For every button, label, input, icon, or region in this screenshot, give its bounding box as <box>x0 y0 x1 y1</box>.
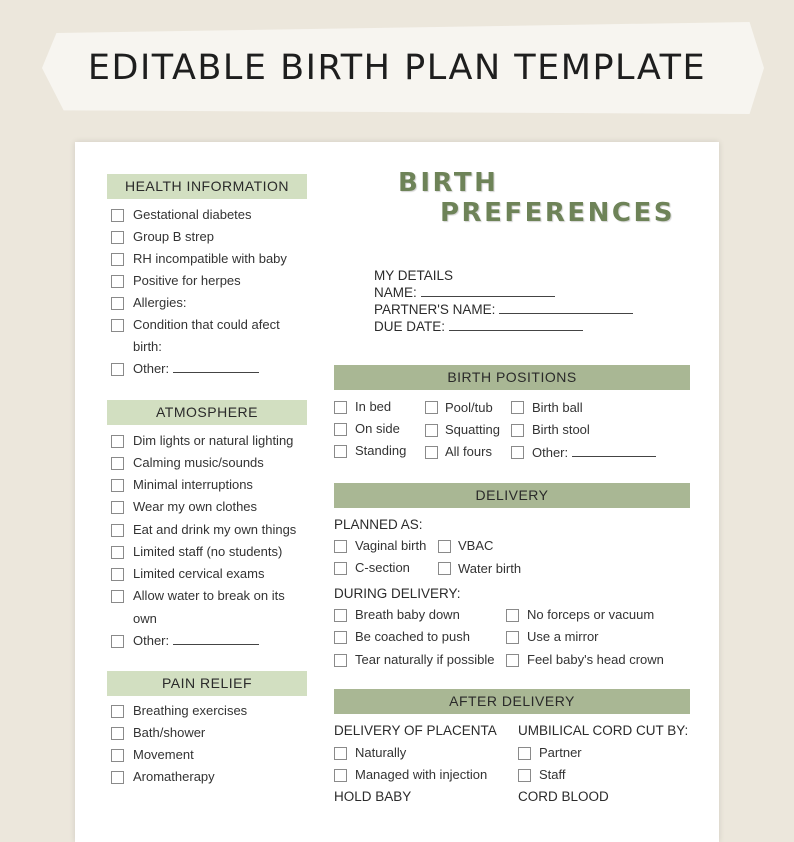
checkbox[interactable] <box>438 562 451 575</box>
due-date-line[interactable] <box>449 319 583 331</box>
position-other-line[interactable] <box>572 445 656 457</box>
checkbox[interactable] <box>334 423 347 436</box>
banner-title: EDITABLE BIRTH PLAN TEMPLATE <box>87 48 707 88</box>
checkbox[interactable] <box>111 590 124 603</box>
planned-item: Vaginal birth <box>355 538 427 553</box>
placenta-label: DELIVERY OF PLACENTA <box>334 723 497 738</box>
name-label: NAME: <box>374 285 417 300</box>
atmosphere-item: Eat and drink my own things <box>133 522 297 537</box>
checkbox[interactable] <box>518 747 531 760</box>
health-other-line[interactable] <box>173 361 259 373</box>
due-date-field[interactable] <box>374 318 583 336</box>
checkbox[interactable] <box>506 654 519 667</box>
atmosphere-item: Calming music/sounds <box>133 455 264 470</box>
atmosphere-item: Limited staff (no students) <box>133 544 283 559</box>
name-field[interactable] <box>374 284 555 302</box>
partner-line[interactable] <box>499 302 633 314</box>
checkbox[interactable] <box>425 424 438 437</box>
due-date-label: DUE DATE: <box>374 319 446 334</box>
cord-item: Staff <box>539 767 566 782</box>
checkbox[interactable] <box>111 253 124 266</box>
hold-baby-label: HOLD BABY <box>334 789 412 804</box>
position-item: All fours <box>445 444 492 459</box>
placenta-item: Naturally <box>355 745 407 760</box>
checkbox[interactable] <box>334 401 347 414</box>
cord-label: UMBILICAL CORD CUT BY: <box>518 723 689 738</box>
during-label: DURING DELIVERY: <box>334 586 461 601</box>
health-item: Condition that could afect <box>133 317 280 332</box>
during-item: Feel baby's head crown <box>527 652 664 667</box>
atmosphere-item: Minimal interruptions <box>133 477 253 492</box>
pain-item: Breathing exercises <box>133 703 248 718</box>
placenta-item: Managed with injection <box>355 767 488 782</box>
position-item: In bed <box>355 399 392 414</box>
atmosphere-heading: ATMOSPHERE <box>107 400 307 425</box>
checkbox[interactable] <box>334 609 347 622</box>
checkbox[interactable] <box>111 568 124 581</box>
checkbox[interactable] <box>334 654 347 667</box>
checkbox[interactable] <box>334 747 347 760</box>
atmosphere-item: Dim lights or natural lighting <box>133 433 294 448</box>
during-item: Use a mirror <box>527 629 599 644</box>
checkbox[interactable] <box>111 231 124 244</box>
position-item: Pool/tub <box>445 400 493 415</box>
during-item: Breath baby down <box>355 607 460 622</box>
checkbox[interactable] <box>111 705 124 718</box>
checkbox[interactable] <box>111 501 124 514</box>
position-item: Birth ball <box>532 400 583 415</box>
checkbox[interactable] <box>111 546 124 559</box>
positions-heading: BIRTH POSITIONS <box>334 365 690 390</box>
cord-blood-label: CORD BLOOD <box>518 789 609 804</box>
checkbox[interactable] <box>111 319 124 332</box>
partner-field[interactable] <box>374 301 633 319</box>
doc-title-line2: PREFERENCES <box>440 198 675 228</box>
health-item: Positive for herpes <box>133 273 241 288</box>
atmosphere-item: Allow water to break on its <box>133 588 285 603</box>
pain-heading: PAIN RELIEF <box>107 671 307 696</box>
checkbox[interactable] <box>334 445 347 458</box>
planned-label: PLANNED AS: <box>334 517 423 532</box>
health-other[interactable] <box>133 360 259 378</box>
partner-label: PARTNER'S NAME: <box>374 302 496 317</box>
checkbox[interactable] <box>518 769 531 782</box>
during-item: No forceps or vacuum <box>527 607 655 622</box>
doc-title-line1: BIRTH <box>398 168 499 198</box>
position-item: Standing <box>355 443 407 458</box>
health-item: Group B strep <box>133 229 214 244</box>
checkbox[interactable] <box>425 401 438 414</box>
pain-item: Bath/shower <box>133 725 206 740</box>
planned-item: C-section <box>355 560 410 575</box>
delivery-heading: DELIVERY <box>334 483 690 508</box>
during-item: Tear naturally if possible <box>355 652 495 667</box>
during-item: Be coached to push <box>355 629 470 644</box>
checkbox[interactable] <box>334 540 347 553</box>
checkbox[interactable] <box>111 275 124 288</box>
checkbox[interactable] <box>511 446 524 459</box>
after-heading: AFTER DELIVERY <box>334 689 690 714</box>
checkbox[interactable] <box>111 524 124 537</box>
checkbox[interactable] <box>111 209 124 222</box>
atmosphere-item-cont: own <box>133 611 157 626</box>
health-other-label: Other: <box>133 361 170 376</box>
checkbox[interactable] <box>506 631 519 644</box>
name-line[interactable] <box>421 285 555 297</box>
atmosphere-other-line[interactable] <box>173 633 259 645</box>
atmosphere-other-label: Other: <box>133 633 170 648</box>
position-item: On side <box>355 421 400 436</box>
atmosphere-item: Wear my own clothes <box>133 499 258 514</box>
checkbox[interactable] <box>334 769 347 782</box>
position-other[interactable] <box>532 444 656 462</box>
health-heading: HEALTH INFORMATION <box>107 174 307 199</box>
health-item: RH incompatible with baby <box>133 251 287 266</box>
health-item: Gestational diabetes <box>133 207 252 222</box>
checkbox[interactable] <box>506 609 519 622</box>
health-item-cont: birth: <box>133 339 162 354</box>
atmosphere-item: Limited cervical exams <box>133 566 265 581</box>
position-item: Squatting <box>445 422 500 437</box>
checkbox[interactable] <box>425 446 438 459</box>
checkbox[interactable] <box>511 401 524 414</box>
checkbox[interactable] <box>111 479 124 492</box>
checkbox[interactable] <box>111 635 124 648</box>
pain-item: Aromatherapy <box>133 769 215 784</box>
checkbox[interactable] <box>111 727 124 740</box>
details-heading: MY DETAILS <box>374 268 454 283</box>
planned-item: Water birth <box>458 561 522 576</box>
checkbox[interactable] <box>111 749 124 762</box>
checkbox[interactable] <box>438 540 451 553</box>
checkbox[interactable] <box>111 435 124 448</box>
atmosphere-other[interactable] <box>133 632 259 650</box>
health-item: Allergies: <box>133 295 187 310</box>
planned-item: VBAC <box>458 538 494 553</box>
cord-item: Partner <box>539 745 582 760</box>
position-other-label: Other: <box>532 445 569 460</box>
checkbox[interactable] <box>111 457 124 470</box>
checkbox[interactable] <box>111 363 124 376</box>
checkbox[interactable] <box>334 631 347 644</box>
checkbox[interactable] <box>334 562 347 575</box>
checkbox[interactable] <box>111 771 124 784</box>
position-item: Birth stool <box>532 422 590 437</box>
checkbox[interactable] <box>511 424 524 437</box>
pain-item: Movement <box>133 747 194 762</box>
checkbox[interactable] <box>111 297 124 310</box>
